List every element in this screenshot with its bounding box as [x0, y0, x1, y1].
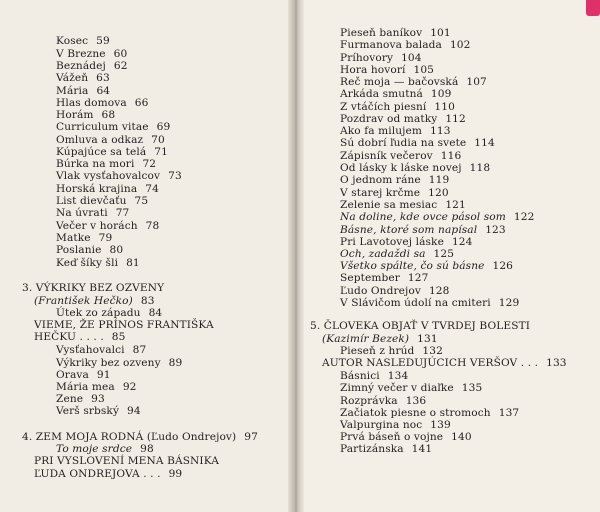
toc-entry-page-number: 126: [492, 260, 514, 272]
toc-entry-page-number: 81: [126, 257, 140, 269]
toc-entry: [340, 174, 449, 186]
toc-entry-page-number: 72: [142, 158, 157, 170]
toc-entry-page-number: 71: [154, 146, 168, 158]
toc-entry: [56, 121, 170, 133]
toc-entry: [34, 319, 214, 331]
toc-entry-page-number: 73: [168, 170, 182, 182]
toc-entry-page-number: 131: [417, 333, 438, 345]
toc-entry-title: Zelenie sa mesiac: [340, 199, 438, 211]
toc-entry-page-number: 122: [513, 211, 535, 223]
toc-entry: [340, 76, 487, 88]
toc-entry-title: Hlas domova: [56, 97, 127, 109]
toc-entry: [56, 170, 182, 182]
toc-entry-title: (Kazimír Bezek): [322, 333, 410, 345]
toc-entry-page-number: 118: [469, 162, 491, 174]
toc-entry: [56, 344, 146, 356]
toc-entry: [56, 405, 141, 417]
toc-entry-page-number: 128: [428, 285, 450, 297]
toc-entry-title: Búrka na mori: [56, 158, 135, 170]
toc-entry-title: Výkriky bez ozveny: [56, 357, 161, 369]
toc-entry-page-number: 84: [148, 307, 163, 319]
toc-entry: [340, 101, 455, 113]
toc-entry-page-number: 104: [401, 52, 422, 64]
toc-entry-page-number: 113: [430, 125, 451, 137]
toc-entry-title: Všetko spálte, čo sú básne: [340, 260, 485, 272]
toc-entry-title: Reč moja — bačovská: [340, 76, 459, 88]
toc-entry: [340, 382, 482, 394]
toc-entry: [22, 431, 258, 443]
bookmark-ribbon: [586, 0, 600, 16]
toc-entry-title: 4. ZEM MOJA RODNÁ (Ľudo Ondrejov): [22, 431, 237, 443]
toc-entry: [56, 183, 159, 195]
toc-entry-page-number: 68: [101, 109, 116, 121]
toc-entry-title: 3. VÝKRIKY BEZ OZVENY: [22, 282, 165, 294]
toc-entry: [34, 455, 219, 467]
toc-entry-page-number: 140: [451, 431, 472, 443]
toc-entry-title: Od lásky k láske novej: [340, 162, 462, 174]
toc-entry: [340, 150, 461, 162]
toc-entry-page-number: 74: [145, 183, 159, 195]
toc-entry-page-number: 60: [113, 48, 128, 60]
toc-entry-page-number: 107: [466, 76, 487, 88]
toc-entry-title: Vysťahovalci: [56, 344, 125, 356]
toc-entry-page-number: 125: [433, 248, 455, 260]
toc-entry: [340, 395, 426, 407]
toc-entry-page-number: 59: [96, 35, 110, 47]
toc-entry-page-number: 139: [430, 419, 451, 431]
toc-entry-title: Rozprávka: [340, 395, 398, 407]
toc-entry-page-number: 123: [485, 224, 506, 236]
toc-entry: [340, 248, 454, 260]
toc-entry-title: (František Hečko): [34, 295, 133, 307]
toc-entry-page-number: 116: [440, 150, 462, 162]
toc-entry-page-number: 101: [430, 27, 451, 39]
toc-entry: [56, 109, 115, 121]
toc-entry-title: HEČKU . . . .: [34, 331, 104, 343]
toc-entry: [322, 357, 567, 369]
toc-entry: [340, 113, 466, 125]
toc-entry-page-number: 120: [428, 187, 449, 199]
toc-entry: [56, 158, 156, 170]
toc-entry-page-number: 132: [422, 345, 443, 357]
toc-entry: [34, 468, 182, 480]
toc-entry-page-number: 85: [111, 331, 126, 343]
toc-entry: [56, 195, 148, 207]
toc-entry-page-number: 98: [140, 443, 154, 455]
toc-entry-title: Na úvrati: [56, 207, 108, 219]
toc-entry: [340, 419, 451, 431]
toc-entry: [340, 162, 490, 174]
toc-entry-title: List dievčaťu: [56, 195, 127, 207]
toc-entry: [340, 285, 450, 297]
toc-entry-page-number: 121: [445, 199, 466, 211]
toc-entry-page-number: 127: [407, 272, 429, 284]
toc-entry: [56, 381, 137, 393]
toc-entry-title: Pieseň z hrúd: [340, 345, 415, 357]
toc-entry-title: Kosec: [56, 35, 89, 47]
toc-entry-title: Pozdrav od matky: [340, 113, 438, 125]
toc-entry-page-number: 92: [122, 381, 137, 393]
toc-entry-title: V Slávičom údolí na cmiteri: [340, 297, 491, 309]
toc-entry-page-number: 109: [430, 88, 452, 100]
toc-entry-page-number: 69: [156, 121, 171, 133]
toc-entry: [340, 187, 449, 199]
toc-entry-page-number: 102: [449, 39, 471, 51]
toc-entry-title: Pieseň baníkov: [340, 27, 423, 39]
toc-entry: [340, 211, 534, 223]
toc-entry: [340, 260, 513, 272]
toc-entry-title: Partizánska: [340, 443, 404, 455]
toc-entry-title: ĽUDA ONDREJOVA . . .: [34, 468, 161, 480]
toc-entry: [340, 370, 408, 382]
toc-entry-title: Furmanova balada: [340, 39, 442, 51]
toc-entry: [340, 272, 428, 284]
toc-entry-title: PRI VYSLOVENÍ MENA BÁSNIKA: [34, 455, 220, 467]
toc-entry-title: Matke: [56, 232, 91, 244]
toc-entry-page-number: 83: [140, 295, 155, 307]
toc-entry-page-number: 62: [113, 60, 128, 72]
toc-entry-page-number: 110: [434, 101, 455, 113]
toc-entry: [56, 48, 127, 60]
toc-entry: [56, 97, 148, 109]
toc-entry-page-number: 78: [145, 220, 160, 232]
toc-entry: [340, 224, 506, 236]
toc-entry-title: Valpurgina noc: [340, 419, 423, 431]
toc-entry: [56, 357, 182, 369]
toc-entry-page-number: 75: [134, 195, 149, 207]
toc-entry: [34, 331, 125, 343]
toc-entry-page-number: 77: [115, 207, 130, 219]
toc-entry-page-number: 94: [127, 405, 141, 417]
toc-entry-title: V Brezne: [56, 48, 106, 60]
toc-entry-page-number: 70: [151, 134, 165, 146]
toc-entry-title: Zápisník večerov: [340, 150, 433, 162]
toc-entry-title: Verš srbský: [56, 405, 120, 417]
toc-entry-title: To moje srdce: [56, 443, 133, 455]
toc-entry: [322, 333, 438, 345]
toc-entry-page-number: 135: [461, 382, 483, 394]
toc-entry: [56, 146, 168, 158]
toc-entry-title: Vážeň: [56, 72, 89, 84]
toc-entry-page-number: 89: [168, 357, 183, 369]
toc-entry-page-number: 137: [498, 407, 520, 419]
toc-entry: [22, 282, 164, 294]
toc-entry-title: Orava: [56, 369, 89, 381]
toc-entry-title: Mária mea: [56, 381, 115, 393]
toc-entry: [340, 125, 451, 137]
toc-entry: [56, 134, 165, 146]
toc-entry: [340, 39, 471, 51]
toc-entry: [340, 345, 443, 357]
toc-entry: [56, 257, 140, 269]
toc-entry: [340, 443, 432, 455]
toc-entry-title: Zimný večer v diaľke: [340, 382, 454, 394]
toc-entry: [340, 64, 434, 76]
toc-entry: [56, 307, 162, 319]
toc-entry: [340, 431, 472, 443]
toc-entry: [56, 369, 111, 381]
toc-entry: [56, 443, 154, 455]
toc-entry: [340, 407, 519, 419]
toc-entry: [56, 60, 128, 72]
toc-entry-title: Básne, ktoré som napísal: [340, 224, 478, 236]
toc-entry-title: Zene: [56, 393, 84, 405]
toc-entry-title: VIEME, ŽE PRÍNOS FRANTIŠKA: [34, 319, 214, 331]
toc-entry-title: Ľudo Ondrejov: [340, 285, 421, 297]
toc-entry-page-number: 129: [498, 297, 520, 309]
toc-entry-title: Na doline, kde ovce pásol som: [340, 211, 506, 223]
toc-entry: [34, 295, 155, 307]
toc-entry-page-number: 64: [96, 85, 111, 97]
toc-entry: [340, 27, 451, 39]
toc-entry-page-number: 93: [91, 393, 105, 405]
toc-entry-page-number: 91: [96, 369, 111, 381]
toc-entry: [56, 35, 110, 47]
toc-entry-page-number: 136: [405, 395, 427, 407]
toc-entry-title: Curriculum vitae: [56, 121, 149, 133]
toc-entry-page-number: 97: [244, 431, 258, 443]
toc-entry: [56, 393, 105, 405]
toc-entry-title: Básnici: [340, 370, 380, 382]
toc-entry-title: 5. ČLOVEKA OBJAŤ V TVRDEJ BOLESTI: [310, 320, 531, 332]
toc-entry-title: Kúpajúce sa telá: [56, 146, 147, 158]
toc-entry: [340, 88, 451, 100]
toc-entry-page-number: 134: [387, 370, 409, 382]
toc-entry-title: AUTOR NASLEDUJÚCICH VERŠOV . . .: [322, 357, 539, 369]
toc-entry-title: Horská krajina: [56, 183, 138, 195]
toc-entry-title: September: [340, 272, 400, 284]
toc-entry-title: Útek zo západu: [56, 307, 141, 319]
toc-entry-page-number: 112: [445, 113, 466, 125]
toc-entry-title: Z vtáčích piesní: [340, 101, 427, 113]
toc-entry-page-number: 119: [428, 174, 450, 186]
toc-entry: [56, 207, 129, 219]
toc-entry-title: Beznádej: [56, 60, 106, 72]
toc-entry-page-number: 99: [168, 468, 183, 480]
right-page: [300, 0, 600, 512]
toc-entry-title: Príhovory: [340, 52, 394, 64]
toc-entry-title: Pri Lavotovej láske: [340, 236, 444, 248]
toc-entry-title: Poslanie: [56, 244, 102, 256]
toc-entry-page-number: 124: [451, 236, 473, 248]
toc-entry-title: Omluva a odkaz: [56, 134, 144, 146]
toc-entry-title: Prvá báseň o vojne: [340, 431, 444, 443]
book-spine: [288, 0, 304, 512]
toc-entry-title: Večer v horách: [56, 220, 138, 232]
toc-entry-title: Sú dobrí ľudia na svete: [340, 137, 467, 149]
toc-entry-title: O jednom ráne: [340, 174, 421, 186]
toc-entry-title: Začiatok piesne o stromoch: [340, 407, 491, 419]
toc-entry-title: Hora hovorí: [340, 64, 406, 76]
toc-entry-title: Vlak vysťahovalcov: [56, 170, 161, 182]
toc-entry-page-number: 87: [132, 344, 147, 356]
toc-entry-page-number: 80: [109, 244, 124, 256]
left-page: [0, 0, 292, 512]
toc-entry: [56, 244, 123, 256]
toc-entry-title: Arkáda smutná: [340, 88, 423, 100]
toc-entry-title: Mária: [56, 85, 89, 97]
toc-entry-page-number: 79: [98, 232, 113, 244]
toc-entry-page-number: 114: [474, 137, 495, 149]
toc-entry-title: Keď šíky šli: [56, 257, 119, 269]
toc-entry: [340, 236, 472, 248]
toc-entry-page-number: 105: [413, 64, 435, 76]
toc-entry: [56, 220, 159, 232]
toc-entry-page-number: 141: [411, 443, 433, 455]
toc-entry-page-number: 133: [546, 357, 567, 369]
toc-entry: [56, 232, 112, 244]
toc-entry: [56, 85, 110, 97]
toc-entry-title: Ako fa milujem: [340, 125, 423, 137]
toc-entry: [340, 199, 466, 211]
toc-entry: [56, 72, 110, 84]
toc-entry-title: Och, zadaždi sa: [340, 248, 426, 260]
toc-entry: [310, 320, 530, 332]
toc-entry-title: V starej krčme: [340, 187, 421, 199]
toc-entry: [340, 297, 519, 309]
toc-entry-title: Horám: [56, 109, 94, 121]
toc-entry: [340, 137, 495, 149]
toc-entry-page-number: 66: [134, 97, 149, 109]
toc-entry-page-number: 63: [96, 72, 110, 84]
toc-entry: [340, 52, 422, 64]
